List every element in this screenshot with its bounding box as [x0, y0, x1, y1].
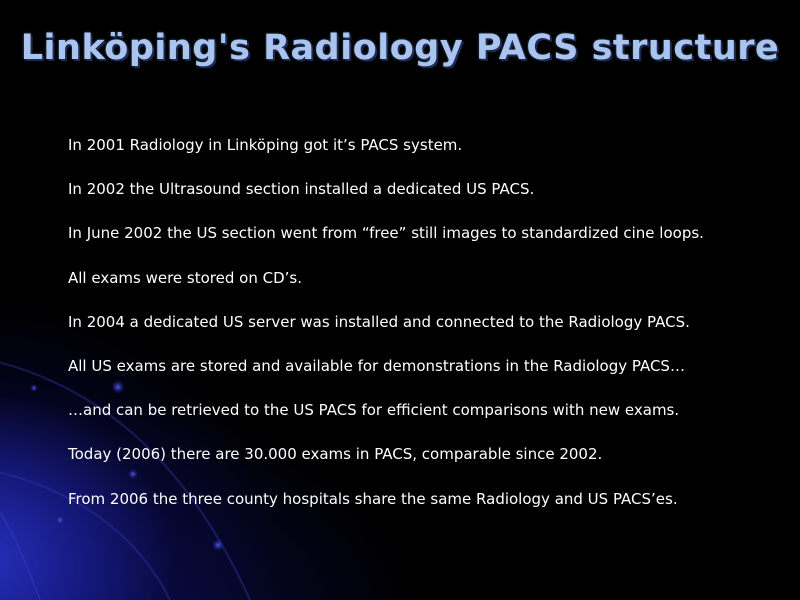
bullet-line-7: …and can be retrieved to the US PACS for efficient comparisons with new exams. — [68, 401, 680, 420]
bullet-line-8: Today (2006) there are 30.000 exams in PACS, comparable since 2002. — [68, 445, 603, 464]
decorative-dot-5 — [56, 516, 64, 524]
bullet-line-9: From 2006 the three county hospitals share the same Radiology and US PACS’es. — [68, 489, 678, 508]
bullet-line-3: In June 2002 the US section went from “free” still images to standardized cine loops. — [68, 224, 704, 243]
decorative-dot-4 — [212, 539, 224, 551]
bullet-line-5: In 2004 a dedicated US server was installed and connected to the Radiology PACS. — [68, 312, 690, 331]
bullet-line-2: In 2002 the Ultrasound section installed a dedicated US PACS. — [68, 180, 535, 199]
bullet-line-1: In 2001 Radiology in Linköping got it’s PACS system. — [68, 136, 463, 154]
decorative-dot-2 — [30, 384, 38, 392]
slide-body — [68, 134, 796, 532]
decorative-arc-3 — [0, 500, 40, 600]
bullet-line-6: All US exams are stored and available for demonstrations in the Radiology PACS… — [68, 356, 685, 375]
slide-title: Linköping's Radiology PACS structure — [20, 28, 780, 68]
bullet-line-4: All exams were stored on CD’s. — [68, 268, 302, 287]
